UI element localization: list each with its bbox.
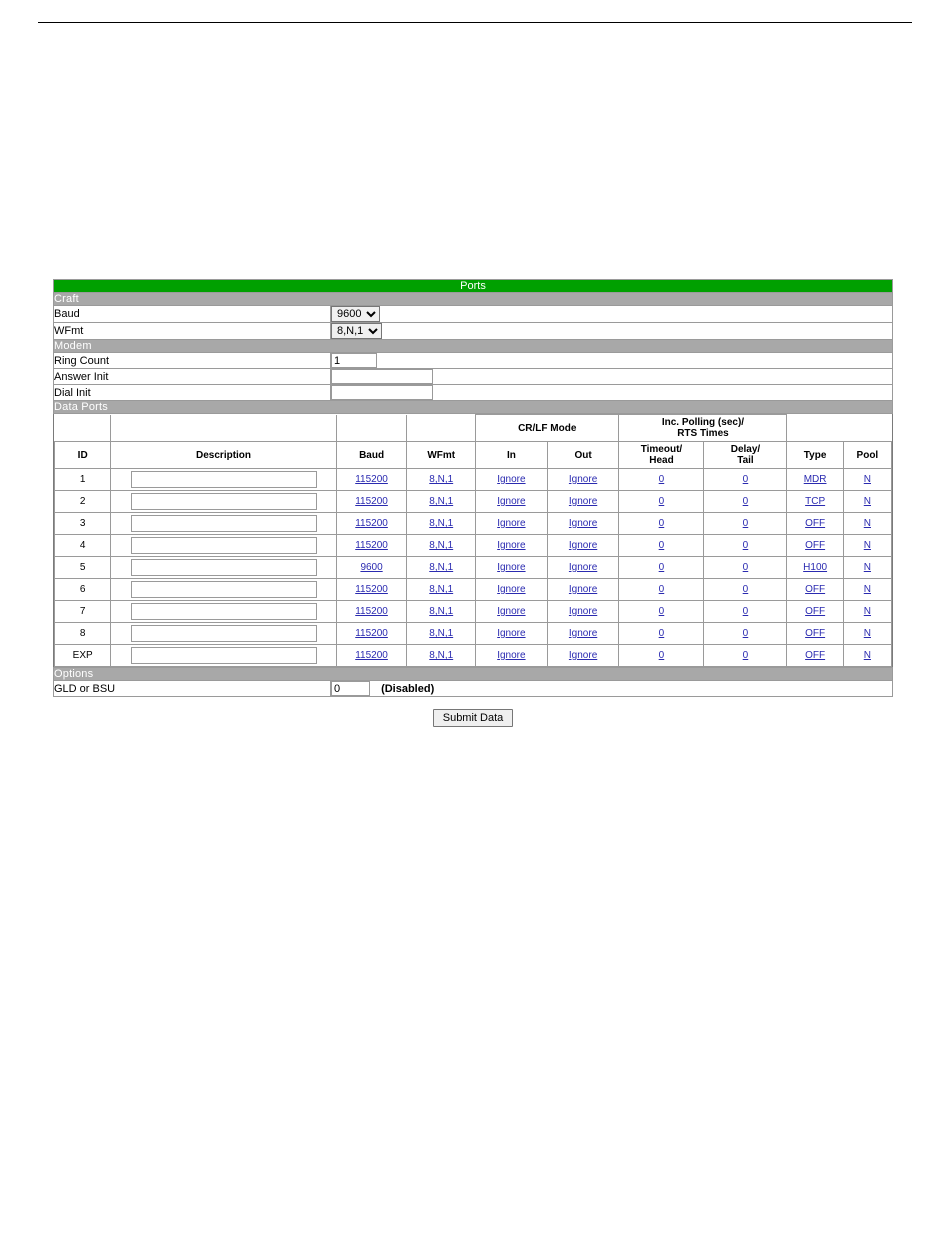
port-baud-link[interactable]: 115200 [355, 518, 388, 529]
port-crlf-in-link[interactable]: Ignore [497, 562, 526, 573]
port-description-cell [111, 535, 336, 557]
port-wfmt-cell [407, 623, 476, 645]
port-pool-cell [843, 469, 891, 491]
port-delay-link[interactable]: 0 [742, 474, 749, 485]
table-row [55, 491, 892, 513]
col-header-delay-line1: Delay/ [730, 444, 761, 455]
port-delay-cell [704, 513, 787, 535]
port-crlf-out-link[interactable]: Ignore [568, 540, 598, 551]
port-crlf-in-cell [476, 579, 548, 601]
port-baud-cell [336, 513, 407, 535]
port-description-input[interactable] [131, 647, 317, 664]
gld-status-text: (Disabled) [381, 682, 435, 695]
port-description-input[interactable] [131, 537, 317, 554]
port-pool-link[interactable]: N [863, 584, 871, 595]
port-id-cell: 2 [55, 491, 111, 513]
col-header-baud: Baud [336, 442, 407, 469]
group-header-polling-line1: Inc. Polling (sec)/ [661, 417, 745, 428]
port-wfmt-link[interactable]: 8,N,1 [429, 474, 454, 485]
port-timeout-cell [619, 645, 704, 667]
col-header-type: Type [787, 442, 843, 469]
port-type-link[interactable]: OFF [805, 650, 826, 661]
port-delay-link[interactable]: 0 [742, 628, 749, 639]
port-crlf-in-cell [476, 601, 548, 623]
port-timeout-link[interactable]: 0 [658, 518, 665, 529]
port-baud-cell [336, 623, 407, 645]
port-crlf-out-link[interactable]: Ignore [568, 474, 598, 485]
table-row [55, 623, 892, 645]
port-crlf-in-link[interactable]: Ignore [497, 474, 526, 485]
port-type-link[interactable]: OFF [805, 628, 826, 639]
port-type-cell [787, 579, 843, 601]
port-description-input[interactable] [131, 559, 317, 576]
port-description-cell [111, 601, 336, 623]
group-blank-type [787, 415, 892, 442]
craft-baud-select[interactable] [331, 306, 380, 322]
col-header-pool: Pool [843, 442, 891, 469]
port-id-cell: 7 [55, 601, 111, 623]
port-baud-cell [336, 579, 407, 601]
col-header-timeout-line2: Head [649, 455, 674, 466]
col-header-id: ID [55, 442, 111, 469]
port-wfmt-cell [407, 513, 476, 535]
port-crlf-out-link[interactable]: Ignore [568, 562, 598, 573]
port-crlf-in-cell [476, 491, 548, 513]
gld-or-bsu-label: GLD or BSU [54, 681, 331, 697]
section-header-craft: Craft [54, 293, 893, 306]
port-crlf-in-link[interactable]: Ignore [497, 606, 526, 617]
port-timeout-cell [619, 513, 704, 535]
port-crlf-in-link[interactable]: Ignore [497, 496, 526, 507]
craft-baud-cell [331, 306, 893, 323]
port-type-link[interactable]: TCP [805, 496, 826, 507]
port-crlf-in-link[interactable]: Ignore [497, 650, 526, 661]
port-timeout-cell [619, 623, 704, 645]
port-wfmt-cell [407, 491, 476, 513]
group-blank-desc [111, 415, 336, 442]
port-id-cell: 3 [55, 513, 111, 535]
table-row [55, 535, 892, 557]
data-ports-header-row [55, 442, 892, 469]
port-type-cell [787, 601, 843, 623]
port-crlf-out-cell [547, 491, 619, 513]
modem-answer-init-label: Answer Init [54, 369, 331, 385]
port-baud-link[interactable]: 9600 [360, 562, 383, 573]
craft-wfmt-select[interactable] [331, 323, 382, 339]
dial-init-input[interactable] [331, 385, 433, 400]
header-divider [38, 22, 912, 23]
port-timeout-cell [619, 601, 704, 623]
port-type-cell [787, 491, 843, 513]
port-timeout-link[interactable]: 0 [658, 628, 665, 639]
col-header-wfmt: WFmt [407, 442, 476, 469]
section-header-options: Options [54, 668, 893, 681]
port-wfmt-link[interactable]: 8,N,1 [429, 650, 454, 661]
port-baud-link[interactable]: 115200 [355, 650, 388, 661]
port-wfmt-link[interactable]: 8,N,1 [429, 562, 454, 573]
craft-wfmt-label: WFmt [54, 323, 331, 340]
port-pool-cell [843, 645, 891, 667]
port-crlf-out-cell [547, 557, 619, 579]
table-row [55, 601, 892, 623]
port-baud-link[interactable]: 115200 [355, 496, 388, 507]
data-ports-group-header-row [55, 415, 892, 442]
port-pool-cell [843, 491, 891, 513]
group-blank-wfmt [407, 415, 476, 442]
port-timeout-link[interactable]: 0 [658, 606, 665, 617]
port-type-cell [787, 513, 843, 535]
col-header-delay-line2: Tail [737, 455, 754, 466]
group-header-polling [619, 415, 787, 442]
port-pool-link[interactable]: N [863, 518, 871, 529]
data-ports-body [55, 469, 892, 667]
port-crlf-in-cell [476, 623, 548, 645]
port-wfmt-link[interactable]: 8,N,1 [429, 518, 454, 529]
port-type-cell [787, 557, 843, 579]
answer-init-input[interactable] [331, 369, 433, 384]
port-delay-link[interactable]: 0 [742, 518, 749, 529]
port-id-cell: EXP [55, 645, 111, 667]
port-crlf-out-link[interactable]: Ignore [568, 518, 598, 529]
craft-baud-label: Baud [54, 306, 331, 323]
port-id-cell: 4 [55, 535, 111, 557]
port-delay-cell [704, 469, 787, 491]
port-crlf-in-link[interactable]: Ignore [497, 518, 526, 529]
group-blank-baud [336, 415, 407, 442]
port-wfmt-link[interactable]: 8,N,1 [429, 606, 454, 617]
port-pool-link[interactable]: N [863, 562, 871, 573]
port-crlf-in-cell [476, 535, 548, 557]
port-baud-link[interactable]: 115200 [355, 474, 388, 485]
table-row [55, 557, 892, 579]
port-delay-cell [704, 601, 787, 623]
port-baud-link[interactable]: 115200 [355, 628, 388, 639]
modem-answer-init-cell [331, 369, 893, 385]
col-header-out: Out [547, 442, 619, 469]
data-ports-grid [54, 414, 892, 667]
port-pool-link[interactable]: N [863, 606, 871, 617]
port-description-input[interactable] [131, 471, 317, 488]
port-wfmt-cell [407, 645, 476, 667]
port-baud-link[interactable]: 115200 [355, 584, 388, 595]
port-crlf-out-cell [547, 469, 619, 491]
port-timeout-link[interactable]: 0 [658, 650, 665, 661]
modem-dial-init-label: Dial Init [54, 385, 331, 401]
port-baud-cell [336, 645, 407, 667]
port-pool-cell [843, 513, 891, 535]
port-baud-cell [336, 469, 407, 491]
port-type-link[interactable]: OFF [805, 540, 826, 551]
port-crlf-in-link[interactable]: Ignore [497, 540, 526, 551]
port-crlf-out-link[interactable]: Ignore [568, 650, 598, 661]
port-id-cell: 8 [55, 623, 111, 645]
port-description-cell [111, 469, 336, 491]
port-pool-cell [843, 535, 891, 557]
port-type-link[interactable]: OFF [805, 584, 826, 595]
port-delay-link[interactable]: 0 [742, 584, 749, 595]
port-timeout-cell [619, 535, 704, 557]
port-description-cell [111, 645, 336, 667]
port-crlf-out-link[interactable]: Ignore [568, 606, 598, 617]
port-pool-link[interactable]: N [863, 496, 871, 507]
port-crlf-in-cell [476, 557, 548, 579]
port-crlf-in-cell [476, 469, 548, 491]
group-blank-id [55, 415, 111, 442]
port-crlf-out-link[interactable]: Ignore [568, 496, 598, 507]
port-pool-cell [843, 623, 891, 645]
port-crlf-in-cell [476, 645, 548, 667]
port-baud-cell [336, 601, 407, 623]
craft-wfmt-cell [331, 323, 893, 340]
col-header-delay-tail [704, 442, 787, 469]
port-type-link[interactable]: MDR [803, 474, 827, 485]
port-pool-link[interactable]: N [863, 474, 871, 485]
port-pool-link[interactable]: N [863, 628, 871, 639]
port-delay-link[interactable]: 0 [742, 540, 749, 551]
table-row [55, 645, 892, 667]
port-baud-link[interactable]: 115200 [355, 606, 388, 617]
port-description-cell [111, 557, 336, 579]
port-wfmt-cell [407, 535, 476, 557]
port-crlf-out-cell [547, 645, 619, 667]
ports-configuration-page [53, 279, 893, 727]
port-delay-cell [704, 623, 787, 645]
port-pool-link[interactable]: N [863, 540, 871, 551]
port-crlf-out-link[interactable]: Ignore [568, 584, 598, 595]
port-timeout-cell [619, 491, 704, 513]
ports-table [53, 279, 893, 697]
port-type-cell [787, 469, 843, 491]
section-header-modem: Modem [54, 340, 893, 353]
port-delay-cell [704, 557, 787, 579]
port-timeout-link[interactable]: 0 [658, 496, 665, 507]
port-type-link[interactable]: H100 [803, 562, 828, 573]
port-id-cell: 1 [55, 469, 111, 491]
port-timeout-cell [619, 579, 704, 601]
port-delay-link[interactable]: 0 [742, 496, 749, 507]
port-crlf-out-cell [547, 623, 619, 645]
port-crlf-in-link[interactable]: Ignore [497, 628, 526, 639]
table-row [55, 579, 892, 601]
port-wfmt-link[interactable]: 8,N,1 [429, 496, 454, 507]
gld-or-bsu-cell [331, 681, 893, 697]
port-wfmt-link[interactable]: 8,N,1 [429, 628, 454, 639]
port-timeout-link[interactable]: 0 [658, 540, 665, 551]
port-baud-cell [336, 557, 407, 579]
table-row [55, 469, 892, 491]
port-delay-cell [704, 535, 787, 557]
port-wfmt-link[interactable]: 8,N,1 [429, 540, 454, 551]
port-wfmt-cell [407, 579, 476, 601]
port-crlf-out-link[interactable]: Ignore [568, 628, 598, 639]
submit-row [53, 709, 893, 727]
port-wfmt-cell [407, 469, 476, 491]
port-description-input[interactable] [131, 603, 317, 620]
port-type-cell [787, 535, 843, 557]
col-header-timeout-line1: Timeout/ [640, 444, 683, 455]
port-pool-link[interactable]: N [863, 650, 871, 661]
port-baud-cell [336, 491, 407, 513]
port-description-input[interactable] [131, 493, 317, 510]
port-type-link[interactable]: OFF [805, 606, 826, 617]
port-description-input[interactable] [131, 625, 317, 642]
port-crlf-in-cell [476, 513, 548, 535]
submit-data-button[interactable]: Submit Data [433, 709, 514, 727]
page-title: Ports [54, 280, 893, 293]
port-id-cell: 6 [55, 579, 111, 601]
port-id-cell: 5 [55, 557, 111, 579]
col-header-timeout-head [619, 442, 704, 469]
port-pool-cell [843, 557, 891, 579]
port-description-input[interactable] [131, 581, 317, 598]
port-wfmt-link[interactable]: 8,N,1 [429, 584, 454, 595]
port-delay-cell [704, 491, 787, 513]
group-header-polling-line2: RTS Times [677, 428, 729, 439]
port-timeout-link[interactable]: 0 [658, 562, 665, 573]
port-crlf-out-cell [547, 535, 619, 557]
port-timeout-cell [619, 469, 704, 491]
port-timeout-link[interactable]: 0 [658, 474, 665, 485]
port-type-cell [787, 645, 843, 667]
port-delay-link[interactable]: 0 [742, 650, 749, 661]
port-crlf-out-cell [547, 513, 619, 535]
col-header-description: Description [111, 442, 336, 469]
port-crlf-out-cell [547, 579, 619, 601]
gld-or-bsu-input[interactable] [331, 681, 370, 696]
port-delay-link[interactable]: 0 [742, 562, 749, 573]
port-delay-cell [704, 579, 787, 601]
port-timeout-cell [619, 557, 704, 579]
port-description-input[interactable] [131, 515, 317, 532]
port-crlf-in-link[interactable]: Ignore [497, 584, 526, 595]
group-header-crlf-mode: CR/LF Mode [476, 415, 619, 442]
port-baud-cell [336, 535, 407, 557]
port-baud-link[interactable]: 115200 [355, 540, 388, 551]
port-type-link[interactable]: OFF [805, 518, 826, 529]
port-description-cell [111, 513, 336, 535]
modem-ring-count-cell [331, 353, 893, 369]
ring-count-input[interactable] [331, 353, 377, 368]
port-type-cell [787, 623, 843, 645]
port-crlf-out-cell [547, 601, 619, 623]
port-delay-link[interactable]: 0 [742, 606, 749, 617]
modem-dial-init-cell [331, 385, 893, 401]
port-timeout-link[interactable]: 0 [658, 584, 665, 595]
port-delay-cell [704, 645, 787, 667]
modem-ring-count-label: Ring Count [54, 353, 331, 369]
port-description-cell [111, 623, 336, 645]
section-header-data-ports: Data Ports [54, 401, 893, 414]
table-row [55, 513, 892, 535]
port-wfmt-cell [407, 557, 476, 579]
col-header-in: In [476, 442, 548, 469]
port-description-cell [111, 579, 336, 601]
port-pool-cell [843, 579, 891, 601]
port-pool-cell [843, 601, 891, 623]
port-wfmt-cell [407, 601, 476, 623]
port-description-cell [111, 491, 336, 513]
